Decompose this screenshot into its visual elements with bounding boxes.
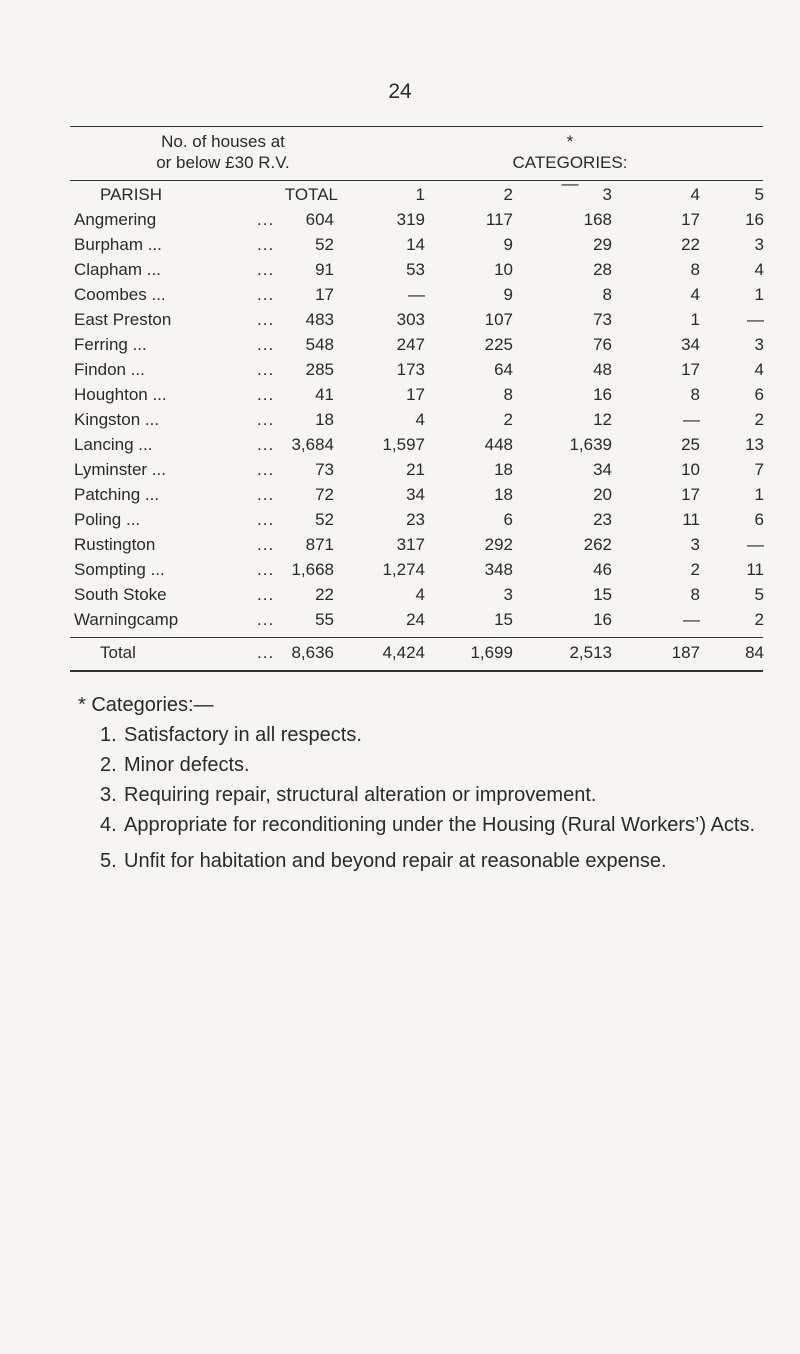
column-header-row bbox=[0, 183, 800, 207]
header-rule bbox=[70, 180, 763, 181]
row-cat-1: 24 bbox=[406, 610, 425, 629]
row-total: 55 bbox=[315, 610, 334, 629]
total-cat-4: 187 bbox=[671, 643, 700, 662]
table-row bbox=[0, 208, 800, 232]
houses-header bbox=[118, 131, 328, 173]
row-parish: Lyminster ... bbox=[74, 460, 166, 479]
note-number: 2. bbox=[100, 754, 117, 776]
row-parish: Clapham ... bbox=[74, 260, 161, 279]
row-cat-1: 34 bbox=[406, 485, 425, 504]
row-total: 548 bbox=[305, 335, 334, 354]
row-cat-2: 117 bbox=[485, 210, 513, 229]
row-parish: Angmering bbox=[74, 210, 157, 229]
row-cat-3: 28 bbox=[593, 260, 612, 279]
row-dots: ... bbox=[257, 560, 275, 579]
table-top-rule bbox=[70, 126, 763, 127]
row-cat-4: 34 bbox=[681, 335, 700, 354]
row-total: 22 bbox=[315, 585, 334, 604]
row-cat-4: 17 bbox=[681, 210, 700, 229]
row-dots: ... bbox=[257, 235, 275, 254]
row-dots: ... bbox=[257, 285, 275, 304]
row-cat-4: 3 bbox=[690, 535, 700, 554]
row-cat-2: 8 bbox=[503, 385, 513, 404]
note-text: Satisfactory in all respects. bbox=[124, 724, 362, 746]
notes-list bbox=[100, 720, 768, 876]
row-cat-5: 3 bbox=[754, 335, 764, 354]
row-cat-4: 1 bbox=[690, 310, 700, 329]
row-cat-5: 2 bbox=[754, 610, 764, 629]
row-cat-2: 9 bbox=[503, 235, 513, 254]
row-cat-3: 73 bbox=[593, 310, 612, 329]
table-row bbox=[0, 533, 800, 557]
row-parish: Kingston ... bbox=[74, 410, 160, 429]
table-row bbox=[0, 558, 800, 582]
row-dots: ... bbox=[257, 210, 275, 229]
note-number: 1. bbox=[100, 724, 117, 746]
row-total: 41 bbox=[315, 385, 334, 404]
table-bottom-rule bbox=[70, 670, 763, 672]
table-row bbox=[0, 383, 800, 407]
row-total: 72 bbox=[315, 485, 334, 504]
row-cat-1: 53 bbox=[406, 260, 425, 279]
row-cat-4: 17 bbox=[681, 360, 700, 379]
row-total: 52 bbox=[315, 510, 334, 529]
row-cat-2: 18 bbox=[494, 485, 513, 504]
row-cat-4: 17 bbox=[681, 485, 700, 504]
row-cat-5: — bbox=[747, 310, 764, 329]
table-row bbox=[0, 233, 800, 257]
row-dots: ... bbox=[257, 260, 275, 279]
row-cat-4: 4 bbox=[690, 285, 700, 304]
row-dots: ... bbox=[257, 435, 275, 454]
row-dots: ... bbox=[257, 585, 275, 604]
row-cat-2: 6 bbox=[503, 510, 513, 529]
row-cat-3: 168 bbox=[583, 210, 612, 229]
row-cat-2: 15 bbox=[494, 610, 513, 629]
row-cat-2: 64 bbox=[494, 360, 513, 379]
row-cat-1: 247 bbox=[396, 335, 425, 354]
row-dots: ... bbox=[257, 535, 275, 554]
total-cat-1: 4,424 bbox=[382, 643, 425, 662]
row-total: 285 bbox=[305, 360, 334, 379]
row-parish: South Stoke bbox=[74, 585, 167, 604]
table-row bbox=[0, 508, 800, 532]
row-cat-1: 319 bbox=[396, 210, 425, 229]
row-cat-5: 7 bbox=[754, 460, 764, 479]
table-row bbox=[0, 458, 800, 482]
table-row bbox=[0, 283, 800, 307]
row-cat-2: 225 bbox=[484, 335, 513, 354]
row-cat-5: 4 bbox=[754, 360, 764, 379]
row-total: 604 bbox=[305, 210, 334, 229]
note-item bbox=[100, 846, 768, 876]
row-cat-3: 34 bbox=[593, 460, 612, 479]
row-total: 1,668 bbox=[291, 560, 334, 579]
note-text: Appropriate for reconditioning under the Housing (Rural Workers’) Acts. bbox=[124, 814, 756, 836]
row-cat-5: 3 bbox=[754, 235, 764, 254]
row-cat-4: 8 bbox=[690, 260, 700, 279]
row-cat-1: 1,597 bbox=[382, 435, 425, 454]
row-parish: Patching ... bbox=[74, 485, 160, 504]
row-cat-3: 16 bbox=[593, 385, 612, 404]
row-cat-1: — bbox=[408, 285, 425, 304]
note-item bbox=[100, 810, 768, 840]
row-parish: Warningcamp bbox=[74, 610, 179, 629]
row-parish: Burpham ... bbox=[74, 235, 162, 254]
note-item bbox=[100, 750, 768, 780]
row-cat-3: 46 bbox=[593, 560, 612, 579]
table-row bbox=[0, 583, 800, 607]
note-number: 3. bbox=[100, 784, 117, 806]
row-cat-5: 1 bbox=[754, 485, 764, 504]
row-cat-1: 23 bbox=[406, 510, 425, 529]
table-row bbox=[0, 433, 800, 457]
row-cat-4: — bbox=[683, 610, 700, 629]
column-header-5: 5 bbox=[754, 185, 764, 204]
row-total: 871 bbox=[305, 535, 334, 554]
categories-notes bbox=[78, 690, 768, 876]
row-cat-5: — bbox=[747, 535, 764, 554]
row-cat-5: 1 bbox=[754, 285, 764, 304]
row-parish: Ferring ... bbox=[74, 335, 147, 354]
row-dots: ... bbox=[257, 460, 275, 479]
notes-title: * Categories:— bbox=[78, 694, 214, 716]
row-parish: Coombes ... bbox=[74, 285, 166, 304]
row-cat-4: 10 bbox=[681, 460, 700, 479]
row-parish: Findon ... bbox=[74, 360, 145, 379]
row-total: 73 bbox=[315, 460, 334, 479]
row-cat-1: 317 bbox=[396, 535, 425, 554]
note-item bbox=[100, 780, 768, 810]
row-dots: ... bbox=[257, 510, 275, 529]
categories-asterisk: * bbox=[566, 132, 574, 151]
row-cat-3: 76 bbox=[593, 335, 612, 354]
row-dots: ... bbox=[257, 610, 275, 629]
row-cat-3: 1,639 bbox=[569, 435, 612, 454]
row-cat-2: 2 bbox=[503, 410, 513, 429]
row-cat-2: 9 bbox=[503, 285, 513, 304]
total-cat-2: 1,699 bbox=[470, 643, 513, 662]
total-cat-3: 2,513 bbox=[569, 643, 612, 662]
table-row bbox=[0, 483, 800, 507]
row-cat-4: 25 bbox=[681, 435, 700, 454]
column-header-parish: PARISH bbox=[100, 185, 163, 204]
houses-header-line2: or below £30 R.V. bbox=[156, 153, 290, 172]
row-cat-3: 262 bbox=[583, 535, 612, 554]
row-cat-3: 48 bbox=[593, 360, 612, 379]
column-header-2: 2 bbox=[503, 185, 513, 204]
row-cat-2: 348 bbox=[484, 560, 513, 579]
row-parish: Houghton ... bbox=[74, 385, 167, 404]
row-cat-2: 448 bbox=[484, 435, 513, 454]
row-cat-3: 8 bbox=[602, 285, 612, 304]
column-header-3: 3 bbox=[602, 185, 612, 204]
column-header-1: 1 bbox=[415, 185, 425, 204]
row-cat-1: 173 bbox=[396, 360, 425, 379]
total-dots: ... bbox=[257, 643, 275, 662]
row-cat-1: 21 bbox=[406, 460, 425, 479]
row-cat-2: 10 bbox=[494, 260, 513, 279]
row-cat-1: 1,274 bbox=[382, 560, 425, 579]
table-row bbox=[0, 358, 800, 382]
row-total: 3,684 bbox=[291, 435, 334, 454]
row-dots: ... bbox=[257, 310, 275, 329]
row-cat-5: 6 bbox=[754, 510, 764, 529]
row-cat-4: 2 bbox=[690, 560, 700, 579]
row-dots: ... bbox=[257, 485, 275, 504]
row-cat-2: 3 bbox=[503, 585, 513, 604]
row-dots: ... bbox=[257, 385, 275, 404]
row-cat-5: 11 bbox=[746, 560, 764, 579]
row-cat-2: 18 bbox=[494, 460, 513, 479]
table-row bbox=[0, 608, 800, 632]
row-total: 17 bbox=[315, 285, 334, 304]
note-number: 5. bbox=[100, 850, 117, 872]
table-row bbox=[0, 308, 800, 332]
row-cat-3: 15 bbox=[593, 585, 612, 604]
row-cat-4: — bbox=[683, 410, 700, 429]
row-parish: East Preston bbox=[74, 310, 172, 329]
note-text: Unfit for habitation and beyond repair at reasonable expense. bbox=[124, 850, 667, 872]
row-cat-5: 2 bbox=[754, 410, 764, 429]
column-header-4: 4 bbox=[690, 185, 700, 204]
row-cat-1: 303 bbox=[396, 310, 425, 329]
row-cat-1: 4 bbox=[415, 585, 425, 604]
total-label: Total bbox=[100, 643, 136, 662]
note-number: 4. bbox=[100, 814, 117, 836]
row-cat-1: 4 bbox=[415, 410, 425, 429]
column-header-total: TOTAL bbox=[284, 185, 338, 204]
row-dots: ... bbox=[257, 360, 275, 379]
note-text: Requiring repair, structural alteration or improvement. bbox=[124, 784, 597, 806]
row-dots: ... bbox=[257, 335, 275, 354]
row-cat-5: 5 bbox=[754, 585, 764, 604]
row-cat-4: 22 bbox=[681, 235, 700, 254]
row-total: 483 bbox=[305, 310, 334, 329]
row-total: 18 bbox=[315, 410, 334, 429]
row-parish: Poling ... bbox=[74, 510, 141, 529]
row-parish: Lancing ... bbox=[74, 435, 153, 454]
row-total: 52 bbox=[315, 235, 334, 254]
note-item bbox=[100, 720, 768, 750]
row-cat-1: 17 bbox=[406, 385, 425, 404]
row-cat-3: 20 bbox=[593, 485, 612, 504]
row-cat-5: 4 bbox=[754, 260, 764, 279]
row-cat-3: 12 bbox=[593, 410, 612, 429]
total-top-rule bbox=[70, 637, 763, 638]
total-cat-5: 84 bbox=[745, 643, 764, 662]
row-cat-5: 6 bbox=[754, 385, 764, 404]
categories-label: CATEGORIES:— bbox=[512, 153, 628, 193]
table-row bbox=[0, 408, 800, 432]
table-row bbox=[0, 258, 800, 282]
table-row bbox=[0, 333, 800, 357]
row-cat-1: 14 bbox=[406, 235, 425, 254]
total-total: 8,636 bbox=[291, 643, 334, 662]
page-number: 24 bbox=[388, 80, 412, 103]
note-text: Minor defects. bbox=[124, 754, 250, 776]
row-cat-4: 8 bbox=[690, 385, 700, 404]
row-dots: ... bbox=[257, 410, 275, 429]
row-cat-5: 16 bbox=[745, 210, 764, 229]
row-parish: Sompting ... bbox=[74, 560, 165, 579]
row-cat-2: 107 bbox=[484, 310, 513, 329]
houses-header-line1: No. of houses at bbox=[161, 132, 285, 151]
row-cat-2: 292 bbox=[484, 535, 513, 554]
total-row bbox=[0, 641, 800, 665]
row-cat-3: 16 bbox=[593, 610, 612, 629]
row-cat-3: 29 bbox=[593, 235, 612, 254]
row-cat-5: 13 bbox=[745, 435, 764, 454]
row-cat-4: 11 bbox=[682, 510, 700, 529]
row-total: 91 bbox=[315, 260, 334, 279]
row-parish: Rustington bbox=[74, 535, 156, 554]
row-cat-4: 8 bbox=[690, 585, 700, 604]
row-cat-3: 23 bbox=[593, 510, 612, 529]
